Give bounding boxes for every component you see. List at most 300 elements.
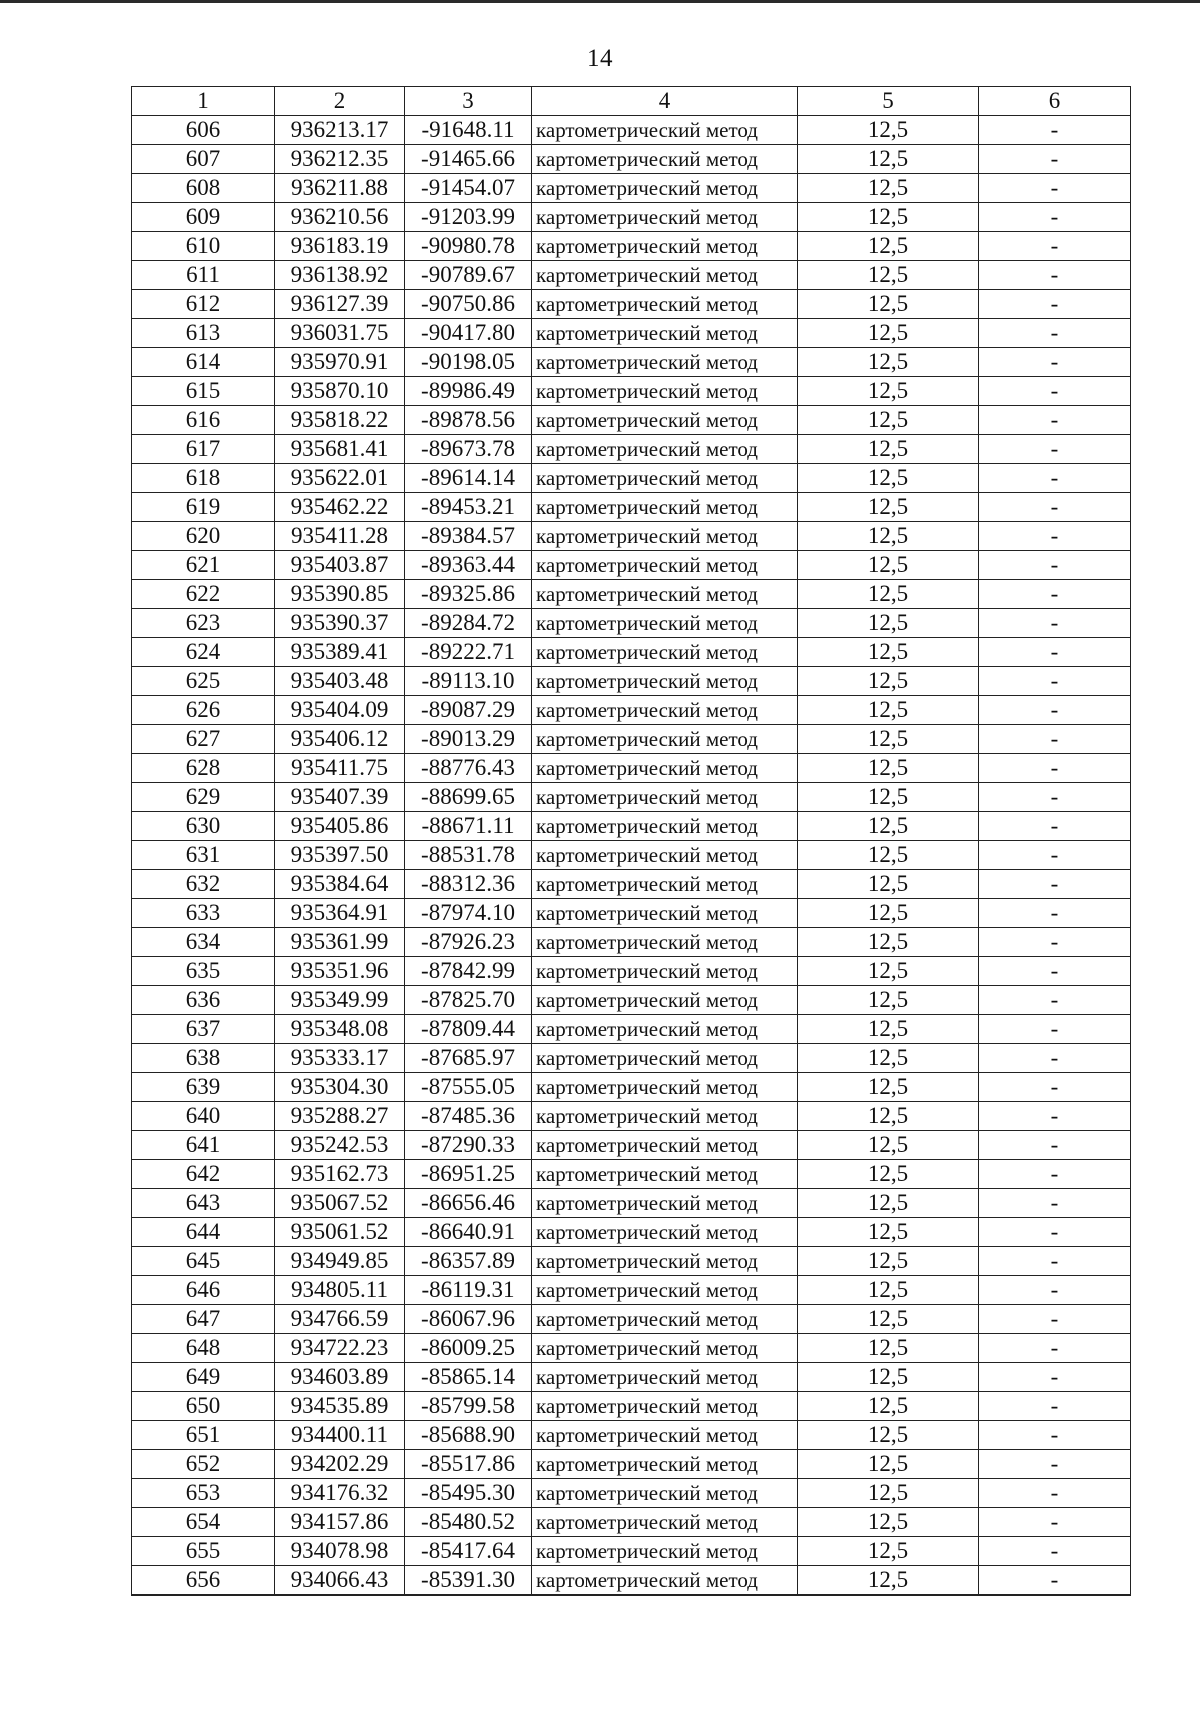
method-cell: картометрический метод — [532, 1508, 798, 1537]
table-row — [132, 1508, 1131, 1537]
method-cell: картометрический метод — [532, 609, 798, 638]
method-cell: картометрический метод — [532, 1334, 798, 1363]
table-row — [132, 1421, 1131, 1450]
point-number-cell: 634 — [132, 928, 275, 957]
accuracy-cell: 12,5 — [798, 232, 979, 261]
point-number-cell: 653 — [132, 1479, 275, 1508]
point-number-cell: 648 — [132, 1334, 275, 1363]
y-coordinate-cell: -89284.72 — [405, 609, 532, 638]
method-cell: картометрический метод — [532, 1392, 798, 1421]
note-cell: - — [979, 1015, 1131, 1044]
method-cell: картометрический метод — [532, 435, 798, 464]
accuracy-cell: 12,5 — [798, 174, 979, 203]
note-cell: - — [979, 348, 1131, 377]
point-number-cell: 644 — [132, 1218, 275, 1247]
method-cell: картометрический метод — [532, 261, 798, 290]
method-cell: картометрический метод — [532, 638, 798, 667]
point-number-cell: 646 — [132, 1276, 275, 1305]
table-row — [132, 1392, 1131, 1421]
accuracy-cell: 12,5 — [798, 290, 979, 319]
method-cell: картометрический метод — [532, 203, 798, 232]
method-cell: картометрический метод — [532, 116, 798, 145]
accuracy-cell: 12,5 — [798, 754, 979, 783]
table-row — [132, 1479, 1131, 1508]
accuracy-cell: 12,5 — [798, 145, 979, 174]
accuracy-cell: 12,5 — [798, 116, 979, 145]
table-row — [132, 1131, 1131, 1160]
point-number-cell: 616 — [132, 406, 275, 435]
note-cell: - — [979, 435, 1131, 464]
y-coordinate-cell: -89113.10 — [405, 667, 532, 696]
note-cell: - — [979, 319, 1131, 348]
note-cell: - — [979, 986, 1131, 1015]
x-coordinate-cell: 935818.22 — [275, 406, 405, 435]
x-coordinate-cell: 935681.41 — [275, 435, 405, 464]
point-number-cell: 625 — [132, 667, 275, 696]
x-coordinate-cell: 936127.39 — [275, 290, 405, 319]
y-coordinate-cell: -87809.44 — [405, 1015, 532, 1044]
table-row — [132, 696, 1131, 725]
note-cell: - — [979, 696, 1131, 725]
table-row — [132, 290, 1131, 319]
y-coordinate-cell: -87825.70 — [405, 986, 532, 1015]
column-header: 3 — [405, 87, 532, 116]
table-row — [132, 116, 1131, 145]
y-coordinate-cell: -86119.31 — [405, 1276, 532, 1305]
point-number-cell: 626 — [132, 696, 275, 725]
accuracy-cell: 12,5 — [798, 1276, 979, 1305]
y-coordinate-cell: -90980.78 — [405, 232, 532, 261]
note-cell: - — [979, 609, 1131, 638]
y-coordinate-cell: -86357.89 — [405, 1247, 532, 1276]
accuracy-cell: 12,5 — [798, 1073, 979, 1102]
y-coordinate-cell: -89986.49 — [405, 377, 532, 406]
x-coordinate-cell: 935061.52 — [275, 1218, 405, 1247]
y-coordinate-cell: -85865.14 — [405, 1363, 532, 1392]
table-row — [132, 1334, 1131, 1363]
y-coordinate-cell: -85391.30 — [405, 1566, 532, 1596]
y-coordinate-cell: -89384.57 — [405, 522, 532, 551]
accuracy-cell: 12,5 — [798, 1160, 979, 1189]
accuracy-cell: 12,5 — [798, 1131, 979, 1160]
method-cell: картометрический метод — [532, 1160, 798, 1189]
y-coordinate-cell: -90198.05 — [405, 348, 532, 377]
table-row — [132, 1276, 1131, 1305]
x-coordinate-cell: 936213.17 — [275, 116, 405, 145]
method-cell: картометрический метод — [532, 1073, 798, 1102]
method-cell: картометрический метод — [532, 1305, 798, 1334]
column-header: 1 — [132, 87, 275, 116]
x-coordinate-cell: 935390.37 — [275, 609, 405, 638]
x-coordinate-cell: 935404.09 — [275, 696, 405, 725]
note-cell: - — [979, 841, 1131, 870]
table-row — [132, 580, 1131, 609]
method-cell: картометрический метод — [532, 348, 798, 377]
method-cell: картометрический метод — [532, 1247, 798, 1276]
table-row — [132, 1363, 1131, 1392]
page-top-edge — [0, 0, 1200, 3]
table-row — [132, 522, 1131, 551]
table-row — [132, 1537, 1131, 1566]
method-cell: картометрический метод — [532, 1537, 798, 1566]
point-number-cell: 623 — [132, 609, 275, 638]
accuracy-cell: 12,5 — [798, 1450, 979, 1479]
note-cell: - — [979, 145, 1131, 174]
point-number-cell: 650 — [132, 1392, 275, 1421]
accuracy-cell: 12,5 — [798, 522, 979, 551]
accuracy-cell: 12,5 — [798, 1015, 979, 1044]
y-coordinate-cell: -89878.56 — [405, 406, 532, 435]
x-coordinate-cell: 934535.89 — [275, 1392, 405, 1421]
accuracy-cell: 12,5 — [798, 667, 979, 696]
note-cell: - — [979, 551, 1131, 580]
method-cell: картометрический метод — [532, 145, 798, 174]
accuracy-cell: 12,5 — [798, 319, 979, 348]
note-cell: - — [979, 928, 1131, 957]
x-coordinate-cell: 935390.85 — [275, 580, 405, 609]
accuracy-cell: 12,5 — [798, 696, 979, 725]
note-cell: - — [979, 783, 1131, 812]
x-coordinate-cell: 935406.12 — [275, 725, 405, 754]
table-row — [132, 319, 1131, 348]
accuracy-cell: 12,5 — [798, 1392, 979, 1421]
note-cell: - — [979, 203, 1131, 232]
point-number-cell: 635 — [132, 957, 275, 986]
y-coordinate-cell: -87974.10 — [405, 899, 532, 928]
x-coordinate-cell: 934176.32 — [275, 1479, 405, 1508]
accuracy-cell: 12,5 — [798, 203, 979, 232]
y-coordinate-cell: -87485.36 — [405, 1102, 532, 1131]
table-row — [132, 957, 1131, 986]
method-cell: картометрический метод — [532, 1479, 798, 1508]
method-cell: картометрический метод — [532, 319, 798, 348]
point-number-cell: 617 — [132, 435, 275, 464]
accuracy-cell: 12,5 — [798, 1305, 979, 1334]
y-coordinate-cell: -90417.80 — [405, 319, 532, 348]
note-cell: - — [979, 1189, 1131, 1218]
y-coordinate-cell: -91648.11 — [405, 116, 532, 145]
accuracy-cell: 12,5 — [798, 1189, 979, 1218]
table-row — [132, 261, 1131, 290]
y-coordinate-cell: -88699.65 — [405, 783, 532, 812]
x-coordinate-cell: 934078.98 — [275, 1537, 405, 1566]
point-number-cell: 614 — [132, 348, 275, 377]
accuracy-cell: 12,5 — [798, 841, 979, 870]
accuracy-cell: 12,5 — [798, 870, 979, 899]
x-coordinate-cell: 935067.52 — [275, 1189, 405, 1218]
accuracy-cell: 12,5 — [798, 812, 979, 841]
column-header: 4 — [532, 87, 798, 116]
method-cell: картометрический метод — [532, 464, 798, 493]
table-row — [132, 1073, 1131, 1102]
point-number-cell: 618 — [132, 464, 275, 493]
method-cell: картометрический метод — [532, 1566, 798, 1596]
note-cell: - — [979, 1044, 1131, 1073]
table-row — [132, 870, 1131, 899]
note-cell: - — [979, 1160, 1131, 1189]
point-number-cell: 624 — [132, 638, 275, 667]
table-row — [132, 1450, 1131, 1479]
note-cell: - — [979, 1276, 1131, 1305]
y-coordinate-cell: -87290.33 — [405, 1131, 532, 1160]
note-cell: - — [979, 667, 1131, 696]
table-row — [132, 725, 1131, 754]
y-coordinate-cell: -88671.11 — [405, 812, 532, 841]
note-cell: - — [979, 1450, 1131, 1479]
accuracy-cell: 12,5 — [798, 783, 979, 812]
y-coordinate-cell: -89087.29 — [405, 696, 532, 725]
x-coordinate-cell: 935397.50 — [275, 841, 405, 870]
method-cell: картометрический метод — [532, 551, 798, 580]
y-coordinate-cell: -87842.99 — [405, 957, 532, 986]
accuracy-cell: 12,5 — [798, 435, 979, 464]
y-coordinate-cell: -89673.78 — [405, 435, 532, 464]
y-coordinate-cell: -85417.64 — [405, 1537, 532, 1566]
point-number-cell: 655 — [132, 1537, 275, 1566]
note-cell: - — [979, 1073, 1131, 1102]
x-coordinate-cell: 935349.99 — [275, 986, 405, 1015]
point-number-cell: 628 — [132, 754, 275, 783]
x-coordinate-cell: 934400.11 — [275, 1421, 405, 1450]
point-number-cell: 654 — [132, 1508, 275, 1537]
accuracy-cell: 12,5 — [798, 1218, 979, 1247]
x-coordinate-cell: 934603.89 — [275, 1363, 405, 1392]
point-number-cell: 632 — [132, 870, 275, 899]
accuracy-cell: 12,5 — [798, 725, 979, 754]
method-cell: картометрический метод — [532, 1363, 798, 1392]
table-row — [132, 348, 1131, 377]
note-cell: - — [979, 1363, 1131, 1392]
point-number-cell: 638 — [132, 1044, 275, 1073]
table-header-row — [132, 87, 1131, 116]
method-cell: картометрический метод — [532, 377, 798, 406]
y-coordinate-cell: -88531.78 — [405, 841, 532, 870]
table-row — [132, 1044, 1131, 1073]
x-coordinate-cell: 934202.29 — [275, 1450, 405, 1479]
y-coordinate-cell: -86951.25 — [405, 1160, 532, 1189]
note-cell: - — [979, 406, 1131, 435]
table-row — [132, 638, 1131, 667]
accuracy-cell: 12,5 — [798, 464, 979, 493]
y-coordinate-cell: -85517.86 — [405, 1450, 532, 1479]
method-cell: картометрический метод — [532, 696, 798, 725]
point-number-cell: 641 — [132, 1131, 275, 1160]
method-cell: картометрический метод — [532, 783, 798, 812]
table-row — [132, 406, 1131, 435]
point-number-cell: 607 — [132, 145, 275, 174]
note-cell: - — [979, 1479, 1131, 1508]
method-cell: картометрический метод — [532, 870, 798, 899]
method-cell: картометрический метод — [532, 1421, 798, 1450]
method-cell: картометрический метод — [532, 899, 798, 928]
accuracy-cell: 12,5 — [798, 1537, 979, 1566]
column-header: 2 — [275, 87, 405, 116]
method-cell: картометрический метод — [532, 1015, 798, 1044]
x-coordinate-cell: 935361.99 — [275, 928, 405, 957]
table-row — [132, 377, 1131, 406]
point-number-cell: 631 — [132, 841, 275, 870]
table-row — [132, 899, 1131, 928]
x-coordinate-cell: 934949.85 — [275, 1247, 405, 1276]
x-coordinate-cell: 936138.92 — [275, 261, 405, 290]
x-coordinate-cell: 936212.35 — [275, 145, 405, 174]
point-number-cell: 621 — [132, 551, 275, 580]
table-row — [132, 174, 1131, 203]
method-cell: картометрический метод — [532, 290, 798, 319]
accuracy-cell: 12,5 — [798, 1363, 979, 1392]
table-row — [132, 1305, 1131, 1334]
point-number-cell: 613 — [132, 319, 275, 348]
table-row — [132, 667, 1131, 696]
x-coordinate-cell: 935407.39 — [275, 783, 405, 812]
point-number-cell: 637 — [132, 1015, 275, 1044]
x-coordinate-cell: 934766.59 — [275, 1305, 405, 1334]
x-coordinate-cell: 935462.22 — [275, 493, 405, 522]
method-cell: картометрический метод — [532, 754, 798, 783]
x-coordinate-cell: 934157.86 — [275, 1508, 405, 1537]
y-coordinate-cell: -89325.86 — [405, 580, 532, 609]
point-number-cell: 656 — [132, 1566, 275, 1596]
x-coordinate-cell: 935970.91 — [275, 348, 405, 377]
table-row — [132, 464, 1131, 493]
x-coordinate-cell: 936183.19 — [275, 232, 405, 261]
note-cell: - — [979, 957, 1131, 986]
table-row — [132, 986, 1131, 1015]
note-cell: - — [979, 1218, 1131, 1247]
x-coordinate-cell: 934805.11 — [275, 1276, 405, 1305]
y-coordinate-cell: -89614.14 — [405, 464, 532, 493]
y-coordinate-cell: -88776.43 — [405, 754, 532, 783]
x-coordinate-cell: 935384.64 — [275, 870, 405, 899]
x-coordinate-cell: 935405.86 — [275, 812, 405, 841]
table-row — [132, 1189, 1131, 1218]
accuracy-cell: 12,5 — [798, 986, 979, 1015]
method-cell: картометрический метод — [532, 406, 798, 435]
method-cell: картометрический метод — [532, 1450, 798, 1479]
note-cell: - — [979, 261, 1131, 290]
y-coordinate-cell: -91465.66 — [405, 145, 532, 174]
point-number-cell: 633 — [132, 899, 275, 928]
table-body — [132, 116, 1131, 1596]
accuracy-cell: 12,5 — [798, 261, 979, 290]
method-cell: картометрический метод — [532, 1218, 798, 1247]
note-cell: - — [979, 116, 1131, 145]
point-number-cell: 642 — [132, 1160, 275, 1189]
table-row — [132, 1015, 1131, 1044]
point-number-cell: 610 — [132, 232, 275, 261]
y-coordinate-cell: -91203.99 — [405, 203, 532, 232]
x-coordinate-cell: 935348.08 — [275, 1015, 405, 1044]
x-coordinate-cell: 936210.56 — [275, 203, 405, 232]
table-row — [132, 1102, 1131, 1131]
accuracy-cell: 12,5 — [798, 1102, 979, 1131]
point-number-cell: 630 — [132, 812, 275, 841]
note-cell: - — [979, 1421, 1131, 1450]
table-row — [132, 203, 1131, 232]
method-cell: картометрический метод — [532, 493, 798, 522]
y-coordinate-cell: -90789.67 — [405, 261, 532, 290]
y-coordinate-cell: -86067.96 — [405, 1305, 532, 1334]
method-cell: картометрический метод — [532, 957, 798, 986]
y-coordinate-cell: -86009.25 — [405, 1334, 532, 1363]
table-row — [132, 1566, 1131, 1596]
point-number-cell: 611 — [132, 261, 275, 290]
point-number-cell: 649 — [132, 1363, 275, 1392]
note-cell: - — [979, 1247, 1131, 1276]
accuracy-cell: 12,5 — [798, 551, 979, 580]
point-number-cell: 651 — [132, 1421, 275, 1450]
point-number-cell: 645 — [132, 1247, 275, 1276]
point-number-cell: 609 — [132, 203, 275, 232]
note-cell: - — [979, 1537, 1131, 1566]
point-number-cell: 647 — [132, 1305, 275, 1334]
x-coordinate-cell: 936211.88 — [275, 174, 405, 203]
column-header: 5 — [798, 87, 979, 116]
y-coordinate-cell: -86640.91 — [405, 1218, 532, 1247]
method-cell: картометрический метод — [532, 1189, 798, 1218]
accuracy-cell: 12,5 — [798, 493, 979, 522]
table-row — [132, 841, 1131, 870]
method-cell: картометрический метод — [532, 1131, 798, 1160]
method-cell: картометрический метод — [532, 841, 798, 870]
note-cell: - — [979, 1102, 1131, 1131]
accuracy-cell: 12,5 — [798, 609, 979, 638]
note-cell: - — [979, 1334, 1131, 1363]
y-coordinate-cell: -85495.30 — [405, 1479, 532, 1508]
y-coordinate-cell: -89222.71 — [405, 638, 532, 667]
note-cell: - — [979, 174, 1131, 203]
point-number-cell: 606 — [132, 116, 275, 145]
note-cell: - — [979, 725, 1131, 754]
table-row — [132, 232, 1131, 261]
method-cell: картометрический метод — [532, 1044, 798, 1073]
method-cell: картометрический метод — [532, 522, 798, 551]
note-cell: - — [979, 1131, 1131, 1160]
x-coordinate-cell: 935389.41 — [275, 638, 405, 667]
accuracy-cell: 12,5 — [798, 377, 979, 406]
note-cell: - — [979, 870, 1131, 899]
point-number-cell: 612 — [132, 290, 275, 319]
table-row — [132, 928, 1131, 957]
x-coordinate-cell: 935288.27 — [275, 1102, 405, 1131]
point-number-cell: 629 — [132, 783, 275, 812]
note-cell: - — [979, 522, 1131, 551]
table-row — [132, 1218, 1131, 1247]
accuracy-cell: 12,5 — [798, 580, 979, 609]
note-cell: - — [979, 1566, 1131, 1596]
point-number-cell: 615 — [132, 377, 275, 406]
method-cell: картометрический метод — [532, 986, 798, 1015]
column-header: 6 — [979, 87, 1131, 116]
x-coordinate-cell: 935403.87 — [275, 551, 405, 580]
accuracy-cell: 12,5 — [798, 1247, 979, 1276]
note-cell: - — [979, 493, 1131, 522]
y-coordinate-cell: -85688.90 — [405, 1421, 532, 1450]
method-cell: картометрический метод — [532, 1276, 798, 1305]
point-number-cell: 640 — [132, 1102, 275, 1131]
accuracy-cell: 12,5 — [798, 1508, 979, 1537]
accuracy-cell: 12,5 — [798, 1044, 979, 1073]
coordinates-table — [131, 86, 1131, 1596]
accuracy-cell: 12,5 — [798, 406, 979, 435]
y-coordinate-cell: -88312.36 — [405, 870, 532, 899]
note-cell: - — [979, 377, 1131, 406]
accuracy-cell: 12,5 — [798, 1334, 979, 1363]
point-number-cell: 619 — [132, 493, 275, 522]
y-coordinate-cell: -89453.21 — [405, 493, 532, 522]
x-coordinate-cell: 935304.30 — [275, 1073, 405, 1102]
y-coordinate-cell: -90750.86 — [405, 290, 532, 319]
